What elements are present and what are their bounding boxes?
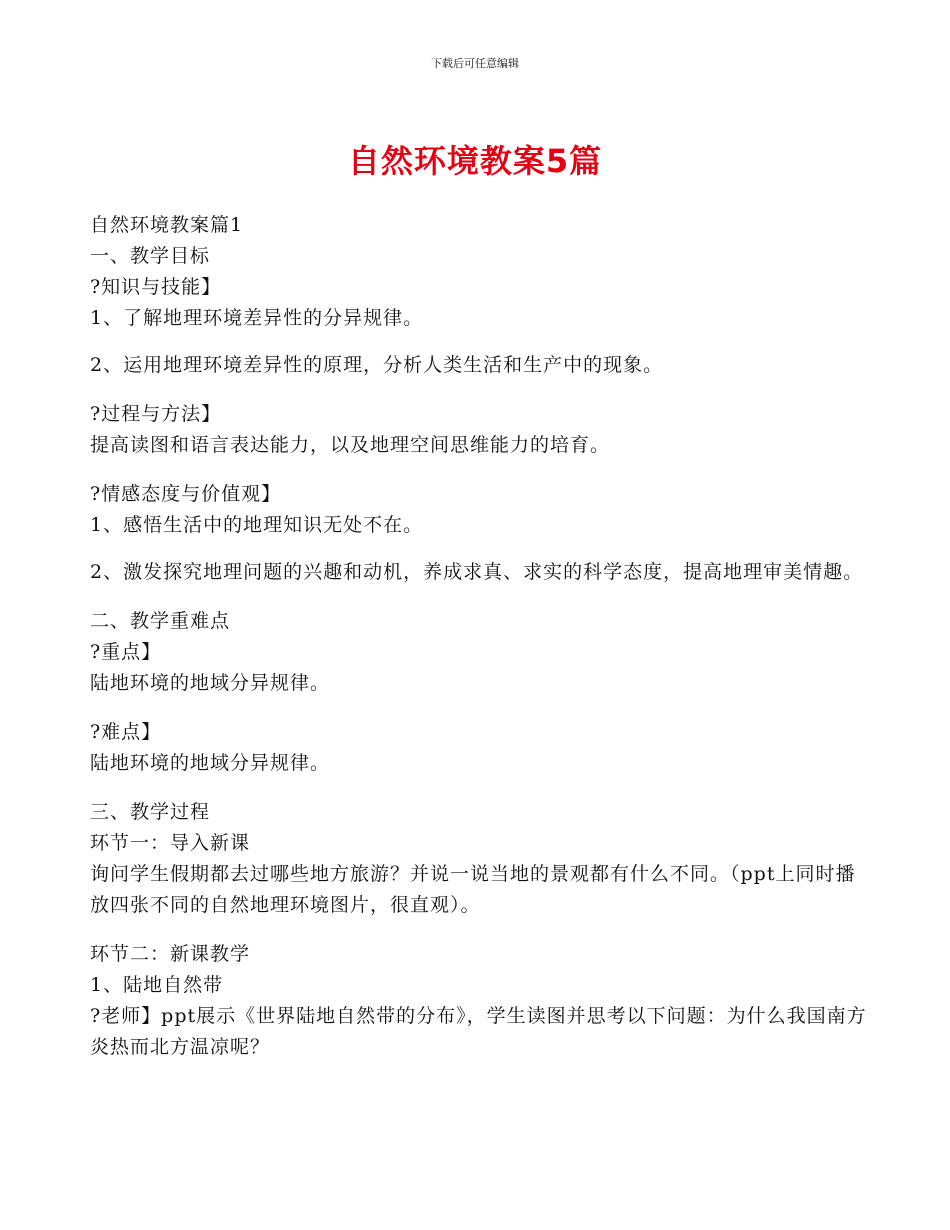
subheading-step-one: 环节一：导入新课 bbox=[90, 832, 251, 854]
subheading-difficulty: ?难点】 bbox=[90, 721, 162, 743]
subheading-step-two: 环节二：新课教学 bbox=[90, 943, 251, 965]
subheading-land-zones: 1、陆地自然带 bbox=[90, 974, 224, 996]
document-body bbox=[90, 210, 870, 1063]
heading-process: 三、教学过程 bbox=[90, 801, 211, 823]
subheading-knowledge: ?知识与技能】 bbox=[90, 276, 222, 298]
paragraph: 1、了解地理环境差异性的分异规律。 bbox=[90, 307, 424, 329]
paragraph: ?老师】ppt展示《世界陆地自然带的分布》，学生读图并思考以下问题：为什么我国南方炎热而北方温凉呢？ bbox=[90, 1005, 867, 1058]
subheading-process: ?过程与方法】 bbox=[90, 403, 222, 425]
paragraph: 1、感悟生活中的地理知识无处不在。 bbox=[90, 514, 424, 536]
subheading-focus: ?重点】 bbox=[90, 641, 162, 663]
paragraph: 询问学生假期都去过哪些地方旅游？并说一说当地的景观都有什么不同。（ppt上同时播放四张不同的自然地理环境图片，很直观）。 bbox=[90, 863, 856, 916]
paragraph: 陆地环境的地域分异规律。 bbox=[90, 752, 331, 774]
heading-objectives: 一、教学目标 bbox=[90, 245, 211, 267]
paragraph: 2、激发探究地理问题的兴趣和动机，养成求真、求实的科学态度，提高地理审美情趣。 bbox=[90, 561, 864, 583]
paragraph: 陆地环境的地域分异规律。 bbox=[90, 672, 331, 694]
heading-key-points: 二、教学重难点 bbox=[90, 610, 231, 632]
document-title: 自然环境教案5篇 bbox=[347, 142, 603, 180]
paragraph: 2、运用地理环境差异性的原理，分析人类生活和生产中的现象。 bbox=[90, 354, 664, 376]
paragraph: 提高读图和语言表达能力，以及地理空间思维能力的培育。 bbox=[90, 434, 611, 456]
section-heading: 自然环境教案篇1 bbox=[90, 214, 244, 236]
page-header-note: 下载后可任意编辑 bbox=[431, 57, 519, 70]
subheading-attitude: ?情感态度与价值观】 bbox=[90, 483, 282, 505]
